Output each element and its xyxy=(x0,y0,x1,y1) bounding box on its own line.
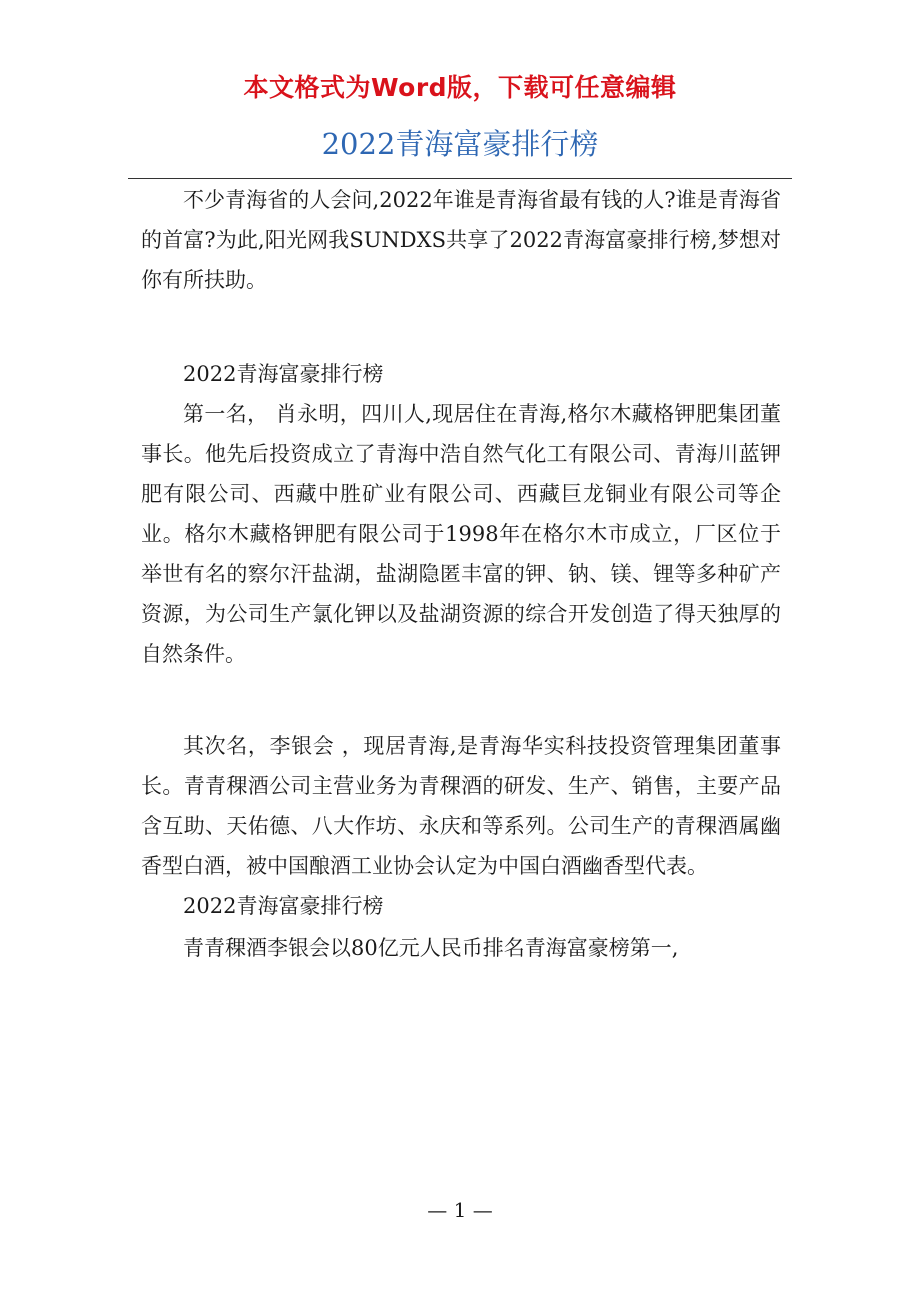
first-place-paragraph: 第一名， 肖永明，四川人,现居住在青海,格尔木藏格钾肥集团董事长。他先后投资成立了青海中浩自然气化工有限公司、青海川蓝钾肥有限公司、西藏中胜矿业有限公司、西藏巨龙铜业有限公司等企业。格尔木藏格钾肥有限公司于1998年在格尔木市成立，厂区位于举世有名的察尔汗盐湖，盐湖隐匿丰富的钾、钠、镁、锂等多种矿产资源，为公司生产氯化钾以及盐湖资源的综合开发创造了得天独厚的自然条件。 xyxy=(141,402,781,666)
download-banner: 本文格式为Word版，下载可任意编辑 xyxy=(243,73,677,102)
page-number: — 1 — xyxy=(427,1198,493,1222)
paragraph-spacer xyxy=(141,674,781,726)
title-divider xyxy=(128,178,792,179)
closing-paragraph: 青青稞酒李银会以80亿元人民币排名青海富豪榜第一, xyxy=(183,936,679,960)
section-heading: 2022青海富豪排行榜 xyxy=(183,894,384,918)
intro-paragraph: 不少青海省的人会问,2022年谁是青海省最有钱的人?谁是青海省的首富?为此,阳光网我SUNDXS共享了2022青海富豪排行榜,梦想对你有所扶助。 xyxy=(141,188,781,292)
section-heading: 2022青海富豪排行榜 xyxy=(183,362,384,386)
document-body xyxy=(141,180,781,968)
second-place-paragraph: 其次名，李银会 ，现居青海,是青海华实科技投资管理集团董事长。青青稞酒公司主营业务为青稞酒的研发、生产、销售，主要产品含互助、天佑德、八大作坊、永庆和等系列。公司生产的青稞酒属幽香型白酒，被中国酿酒工业协会认定为中国白酒幽香型代表。 xyxy=(141,734,781,878)
document-title: 2022青海富豪排行榜 xyxy=(321,127,599,161)
paragraph-spacer xyxy=(141,300,781,354)
